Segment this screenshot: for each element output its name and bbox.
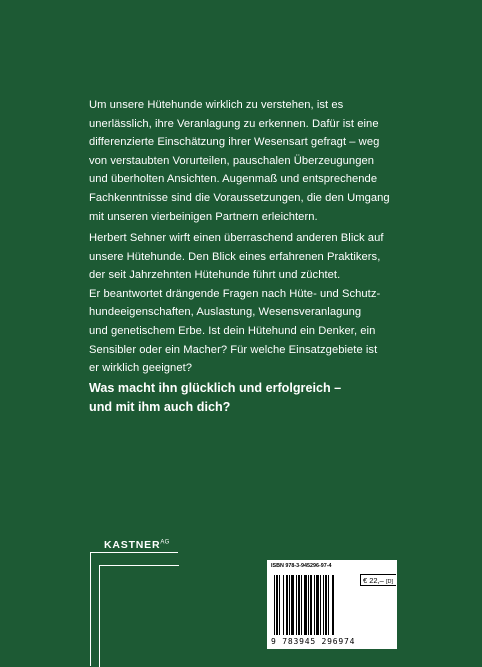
text-line: Was macht ihn glücklich und erfolgreich – xyxy=(89,381,342,395)
isbn-digits: 9 783945 296974 xyxy=(271,637,356,646)
barcode-icon xyxy=(274,575,354,635)
text-line: Er beantwortet drängende Fragen nach Hüte- und Schutz- xyxy=(89,287,381,300)
text-line: Um unsere Hütehunde wirklich zu verstehen, ist es xyxy=(89,99,344,111)
barcode-block xyxy=(267,560,397,649)
closing-question xyxy=(89,379,341,417)
publisher-suffix: AG xyxy=(160,539,170,546)
text-line: unerlässlich, ihre Veranlagung zu erkennen. Dafür ist eine xyxy=(89,117,379,130)
isbn-label: ISBN 978-3-945296-97-4 xyxy=(271,563,332,569)
text-line: und genetischem Erbe. Ist dein Hütehund ein Denker, ein xyxy=(89,324,376,337)
publisher-name: KASTNER xyxy=(104,539,161,551)
price: € 22,– xyxy=(363,576,384,585)
text-line: Herbert Sehner wirft einen überraschend anderen Blick auf xyxy=(89,232,384,244)
text-line: und überholten Ansichten. Augenmaß und entsprechende xyxy=(89,173,378,186)
text-line: er wirklich geeignet? xyxy=(89,362,193,375)
text-line: hundeeigenschaften, Auslastung, Wesensveranlagung xyxy=(89,306,362,319)
blurb-paragraph-2 xyxy=(89,229,409,378)
publisher-logo xyxy=(104,539,170,551)
text-line: differenzierte Einschätzung ihrer Wesensart gefragt – weg xyxy=(89,136,380,149)
text-line: Fachkenntnisse sind die Voraussetzungen, die den Umgang xyxy=(89,191,390,204)
publisher-logo-inner-frame xyxy=(99,565,179,667)
price-country: [D] xyxy=(385,579,393,585)
text-line: von verstaubten Vorurteilen, pauschalen Überzeugungen xyxy=(89,154,375,167)
text-line: und mit ihm auch dich? xyxy=(89,399,231,414)
text-line: Sensibler oder ein Macher? Für welche Einsatzgebiete ist xyxy=(89,343,378,356)
text-line: unsere Hütehunde. Den Blick eines erfahrenen Praktikers, xyxy=(89,250,381,263)
blurb-paragraph-1 xyxy=(89,96,409,226)
price-tag xyxy=(360,574,396,586)
text-line: der seit Jahrzehnten Hütehunde führt und züchtet. xyxy=(89,269,341,282)
text-line: mit unseren vierbeinigen Partnern erleichtern. xyxy=(89,210,318,223)
publisher-logo-frame xyxy=(90,552,178,666)
